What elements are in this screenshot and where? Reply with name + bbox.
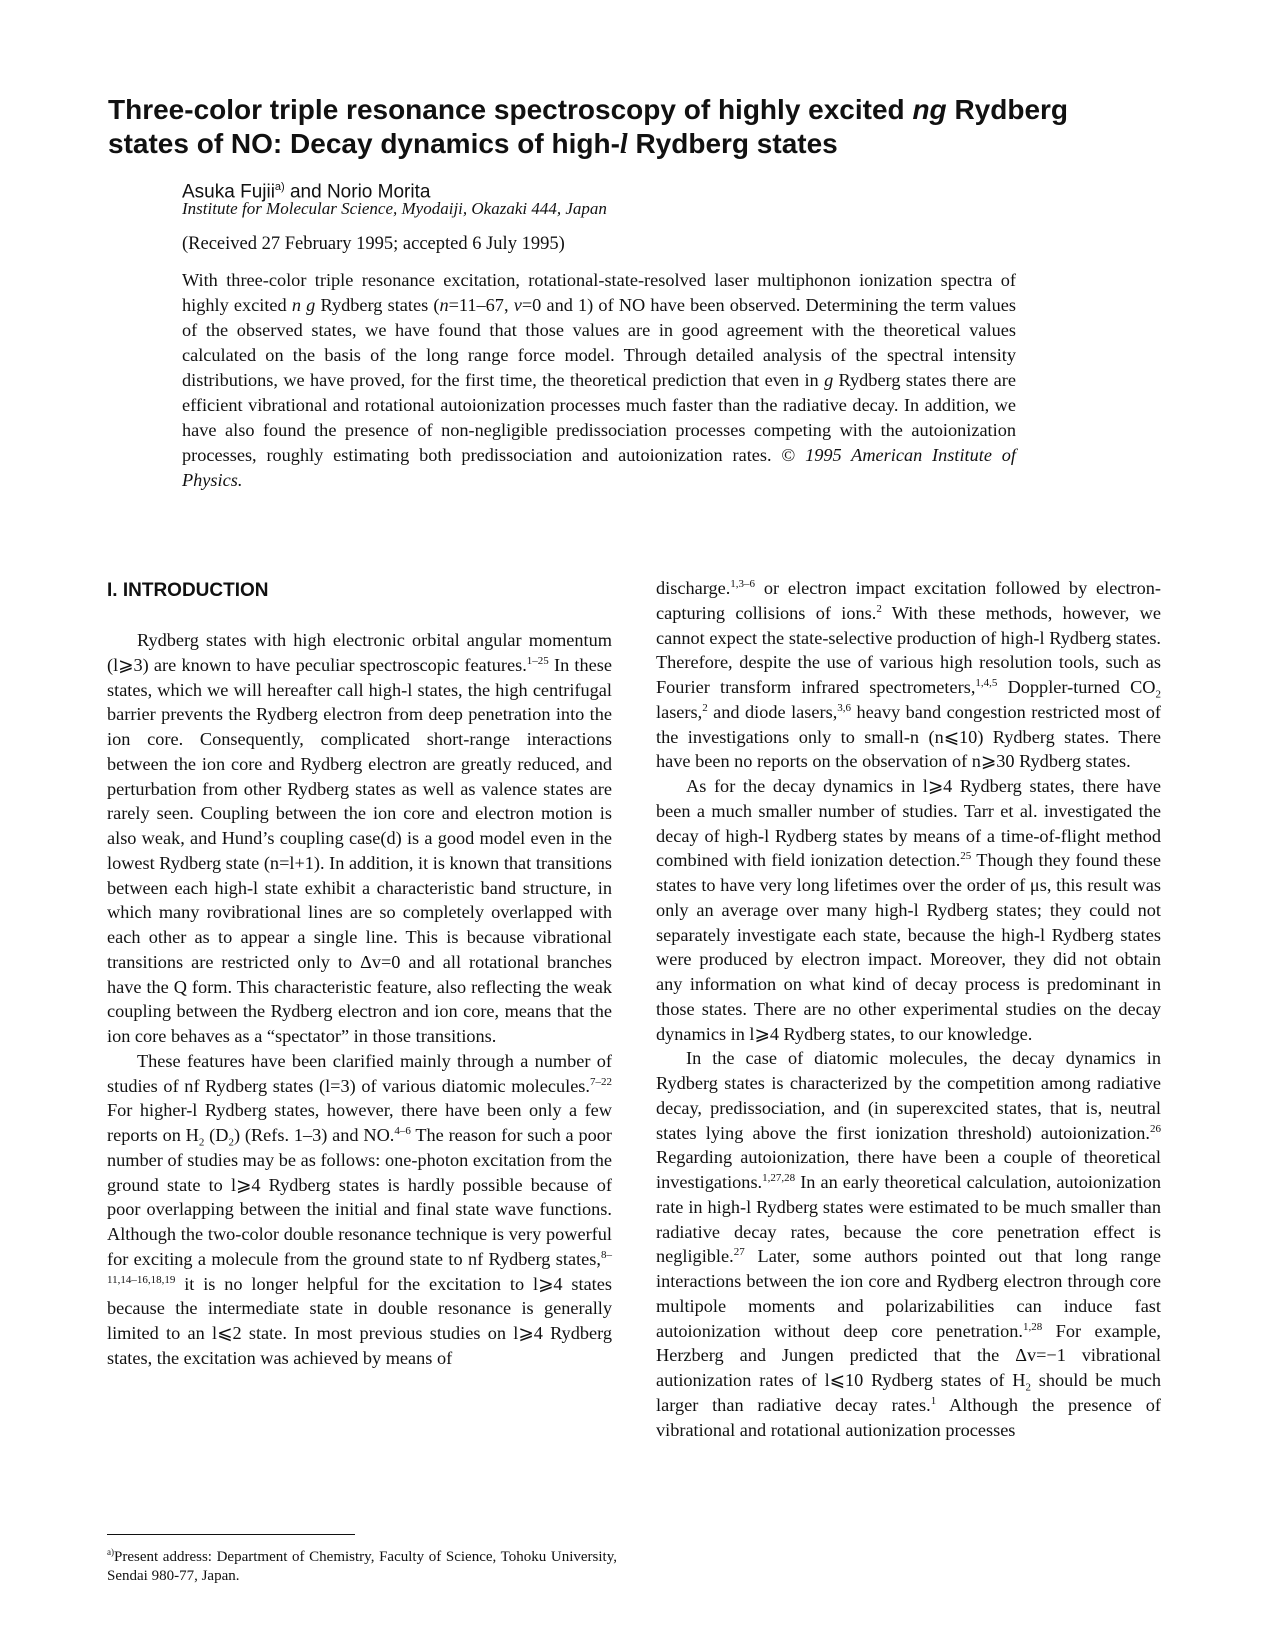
paragraph-text: discharge. xyxy=(656,578,731,598)
citation: 2 xyxy=(702,701,708,714)
right-column xyxy=(656,576,1161,1442)
paragraph-text: and diode lasers, xyxy=(707,701,838,722)
citation: 1,4,5 xyxy=(975,676,998,689)
paragraph-text: ) (Refs. 1–3) and NO. xyxy=(233,1125,395,1145)
title-text-2: Rydberg states of NO: Decay dynamics of high- xyxy=(108,94,1069,159)
citation: 8–11,14–16,18,19 xyxy=(107,1248,612,1286)
citation: 3,6 xyxy=(837,701,852,714)
paragraph-text: These features have been clarified mainly through a number of studies of nf Rydberg states (l=3) of various diatomic molecules. xyxy=(107,1050,612,1096)
section-heading: I. INTRODUCTION xyxy=(107,580,269,601)
copyright-notice: 1995 American Institute of Physics. xyxy=(182,445,1016,490)
section-heading-wrap xyxy=(107,579,269,631)
paragraph-text: In the case of diatomic molecules, the decay dynamics in Rydberg states is characterized by the competition among radiative decay, predissociation, and (in superexcited states, that is, neutral states lying above the first ionization threshold) autoionization. xyxy=(656,1048,1161,1143)
citation: 1,3–6 xyxy=(730,577,756,590)
paragraph-text: In these states, which we will hereafter call high-l states, the high centrifugal barrier prevents the Rydberg electron from deep penetration into the ion core. Consequently, complicated short-range interactions between the ion core and Rydberg electron are greatly reduced, and perturbation from other Rydberg states as well as valence states are rarely seen. Coupling between the ion core and electron motion is also weak, and Hund’s coupling case(d) is a good model even in the lowest Rydberg state (n=l+1). In addition, it is known that transitions between each high-l state exhibit a characteristic band structure, in which many rovibrational lines are so completely overlapped with each other as to appear a single line. This is because vibrational transitions are restricted only to Δv=0 and all rotational branches have the Q form. This characteristic feature, also reflecting the weak coupling between the Rydberg electron and ion core, means that the ion core behaves as a “spectator” in those transitions. xyxy=(107,654,612,1046)
paragraph-text: or electron impact excitation followed by electron-capturing collisions of ions. xyxy=(656,578,1161,623)
abstract-text: Rydberg states ( xyxy=(315,295,440,315)
paragraph-text: Regarding autoionization, there have been a couple of theoretical investigations. xyxy=(656,1147,1161,1192)
abstract-text: =0 and 1) of NO have been observed. Determining the term values of the observed states, we have found that those values are in good agreement with the theoretical values calculated on the basis of the long range force model. Through detailed analysis of the spectral intensity distributions, we have proved, for the first time, the theoretical prediction that even in xyxy=(182,295,1016,390)
subscript: 2 xyxy=(198,1136,205,1149)
footnote xyxy=(107,1543,617,1586)
subscript: 2 xyxy=(1025,1381,1031,1394)
citation: 1,28 xyxy=(1022,1320,1043,1333)
author-2: and Norio Morita xyxy=(284,181,431,203)
paragraph-text: Though they found these states to have very long lifetimes over the order of μs, this result was only an average over many high-l Rydberg states; they could not separately investigate each state, because the high-l Rydberg states were produced by electron impact. Moreover, they did not obtain any information on what kind of decay process is predominant in those states. There are no other experimental studies on the decay dynamics in l⩾4 Rydberg states, to our knowledge. xyxy=(656,850,1161,1044)
paragraph-text: should be much larger than radiative decay rates. xyxy=(656,1370,1161,1415)
paragraph-text: Although the presence of vibrational and rotational autionization processes xyxy=(656,1394,1162,1440)
author-footnote-mark: a) xyxy=(274,181,285,193)
paragraph-text: As for the decay dynamics in l⩾4 Rydberg states, there have been a much smaller number of studies. Tarr et al. investigated the decay of high-l Rydberg states by means of a time-of-flight method combined with field ionization detection. xyxy=(656,776,1161,871)
article-title xyxy=(108,93,1128,162)
citation: 25 xyxy=(960,850,972,863)
citation: 27 xyxy=(733,1246,745,1259)
subscript: 2 xyxy=(1155,688,1161,701)
subscript: 2 xyxy=(228,1136,234,1149)
paragraph-text: Doppler-turned CO xyxy=(997,677,1156,697)
paragraph-text: For higher-l Rydberg states, however, there have been only a few reports on H xyxy=(107,1100,612,1145)
body-paragraph xyxy=(656,774,1161,1046)
abstract-text: Rydberg states there are efficient vibrational and rotational autoionization processes much faster than the radiative decay. In addition, we have also found the presence of non-negligible predissociation processes competing with the autoionization processes, roughly estimating both predissociation and autoionization rates. © xyxy=(182,370,1016,465)
paragraph-text: heavy band congestion restricted most of the investigations only to small-n (n⩽10) Rydberg states. There have been no reports on the observation of n⩾30 Rydberg states. xyxy=(656,701,1161,772)
citation: 2 xyxy=(876,602,882,615)
citation: 4–6 xyxy=(394,1124,411,1137)
paragraph-text: it is no longer helpful for the excitation to l⩾4 states because the intermediate state in double resonance is generally limited to an l⩽2 state. In most previous studies on l⩾4 Rydberg states, the excitation was achieved by means of xyxy=(107,1273,612,1368)
citation: 7–22 xyxy=(590,1075,612,1088)
body-paragraph xyxy=(107,628,612,1049)
body-paragraph xyxy=(656,576,1161,774)
footnote-mark: a) xyxy=(107,1547,114,1557)
title-text: Three-color triple resonance spectroscopy of highly excited xyxy=(108,94,913,125)
paragraph-text: The reason for such a poor number of studies may be as follows: one-photon excitation from the ground state to l⩾4 Rydberg states is hardly possible because of poor overlapping between the initial and final state wave functions. Although the two-color double resonance technique is very powerful for exciting a molecule from the ground state to nf Rydberg states, xyxy=(107,1125,612,1269)
body-paragraph xyxy=(656,1046,1161,1442)
paragraph-text: In an early theoretical calculation, autoionization rate in high-l Rydberg states were estimated to be much smaller than radiative decay rates, because the core penetration effect is negligible. xyxy=(656,1172,1161,1267)
paragraph-text: For example, Herzberg and Jungen predicted that the Δv=−1 vibrational autionization rates of l⩽10 Rydberg states of H xyxy=(656,1320,1162,1390)
author-1: Asuka Fujii xyxy=(182,181,275,203)
abstract-text: With three-color triple resonance excitation, rotational-state-resolved laser multiphonon ionization spectra of highly excited xyxy=(182,270,1016,315)
citation: 1–25 xyxy=(526,654,549,667)
citation: 1,27,28 xyxy=(762,1171,796,1184)
paragraph-text: lasers, xyxy=(656,701,703,722)
footnote-divider xyxy=(107,1534,355,1535)
title-l: l xyxy=(619,129,628,160)
abstract-g: g xyxy=(824,370,834,390)
paragraph-text: (D xyxy=(204,1125,229,1145)
abstract-n: n xyxy=(439,295,449,315)
footnote-text: Present address: Department of Chemistry, Faculty of Science, Tohoku University, Sendai 980-77, Japan. xyxy=(107,1549,617,1584)
abstract-v: v xyxy=(513,295,522,315)
paragraph-text: Later, some authors pointed out that long range interactions between the ion core and Rydberg electron through core multipole moments and polarizabilities can induce fast autoionization without deep core penetration. xyxy=(656,1246,1161,1341)
abstract xyxy=(182,268,1016,493)
citation: 1 xyxy=(930,1394,937,1407)
left-column xyxy=(107,628,612,1371)
body-paragraph xyxy=(107,1049,612,1371)
affiliation: Institute for Molecular Science, Myodaiji, Okazaki 444, Japan xyxy=(182,199,607,218)
citation: 26 xyxy=(1150,1122,1161,1135)
paragraph-text: With these methods, however, we cannot expect the state-selective production of high-l Rydberg states. Therefore, despite the use of various high resolution tools, such as Fourier transform infrared spectrometers, xyxy=(656,602,1161,697)
abstract-text: =11–67, xyxy=(448,295,514,315)
abstract-ng: n g xyxy=(291,295,316,315)
paragraph-text: Rydberg states with high electronic orbital angular momentum (l⩾3) are known to have peculiar spectroscopic features. xyxy=(107,630,612,675)
title-text-3: Rydberg states xyxy=(627,128,838,159)
title-ng: ng xyxy=(912,94,947,125)
received-dates: (Received 27 February 1995; accepted 6 July 1995) xyxy=(182,234,565,254)
